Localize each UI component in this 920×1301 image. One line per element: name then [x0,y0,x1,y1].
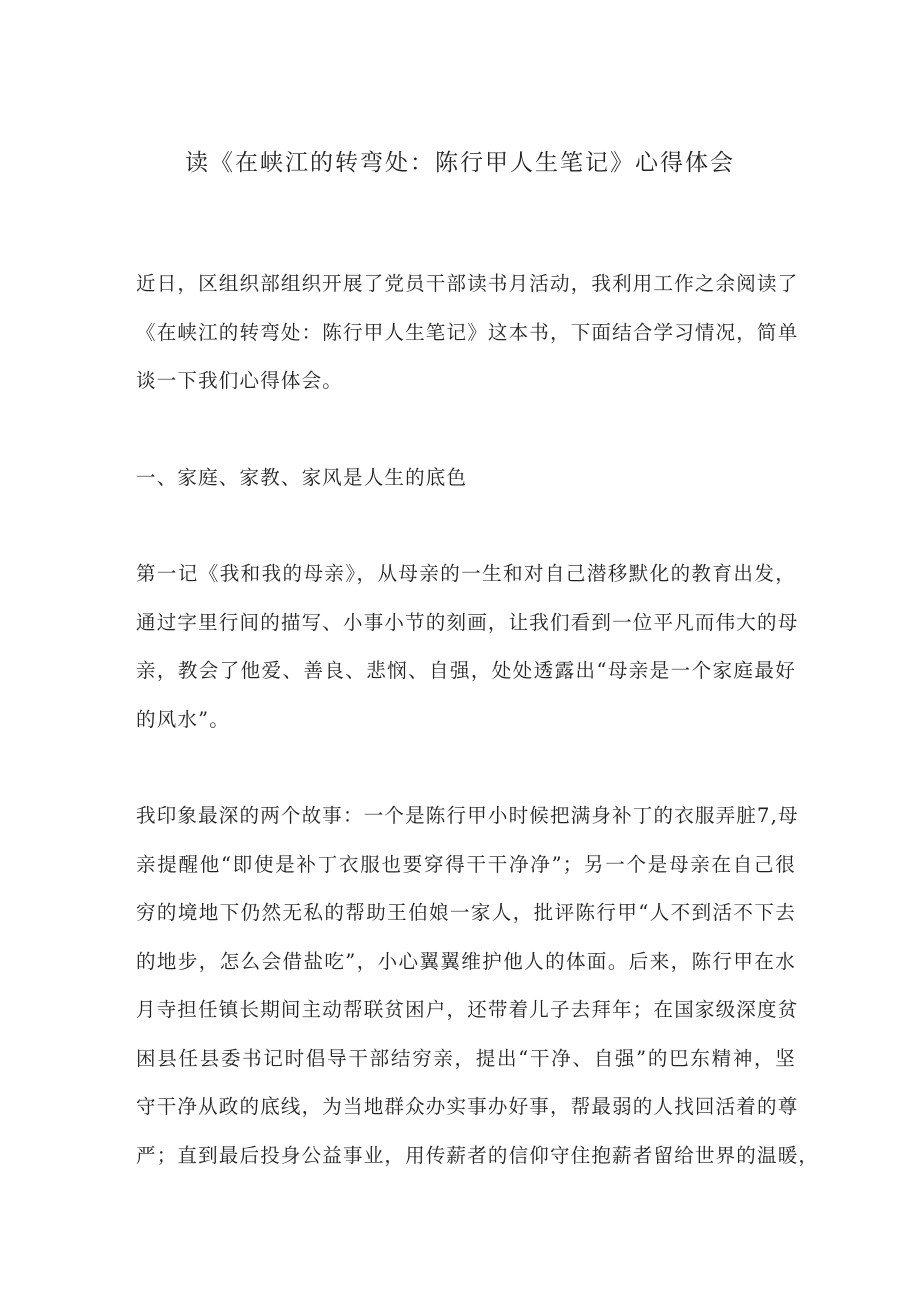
intro-paragraph [136,260,799,406]
paragraph-line: 的地步，怎么会借盐吃”，小心翼翼维护他人的体面。后来，陈行甲在水 [136,949,796,973]
paragraph-line: 的风水”。 [136,707,230,731]
paragraph-line: 亲，教会了他爱、善良、悲悯、自强，处处透露出“母亲是一个家庭最好 [136,659,796,682]
intro-line: 近日，区组织部组织开展了党员干部读书月活动，我利用工作之余阅读了 [136,272,799,295]
document-title: 读《在峡江的转弯处：陈行甲人生笔记》心得体会 [185,150,735,176]
paragraph-line: 困县任县委书记时倡导干部结穷亲，提出“干净、自强”的巴东精神，坚 [136,1046,796,1070]
intro-line: 《在峡江的转弯处：陈行甲人生笔记》这本书，下面结合学习情况，简单 [136,320,799,344]
paragraph-line: 我印象最深的两个故事：一个是陈行甲小时候把满身补丁的衣服弄脏7,母 [136,804,799,827]
paragraph-line: 穷的境地下仍然无私的帮助王伯娘一家人，批评陈行甲“人不到活不下去 [136,901,796,924]
paragraph-stories [136,792,820,1180]
paragraph-line: 严；直到最后投身公益事业，用传薪者的信仰守住抱薪者留给世界的温暖， [136,1143,820,1167]
paragraph-line: 月寺担任镇长期间主动帮联贫困户，还带着儿子去拜年；在国家级深度贫 [136,998,799,1021]
paragraph-mother [136,550,799,744]
paragraph-line: 亲提醒他“即使是补丁衣服也要穿得干干净净”；另一个是母亲在自己很 [136,852,796,876]
paragraph-line: 守干净从政的底线，为当地群众办实事办好事，帮最弱的人找回活着的尊 [136,1095,799,1118]
section-heading-1: 一、家庭、家教、家风是人生的底色 [136,466,468,489]
paragraph-line: 第一记《我和我的母亲》，从母亲的一生和对自己潜移默化的教育出发， [136,562,796,585]
intro-line: 谈一下我们心得体会。 [136,369,344,392]
paragraph-line: 通过字里行间的描写、小事小节的刻画，让我们看到一位平凡而伟大的母 [136,610,799,634]
